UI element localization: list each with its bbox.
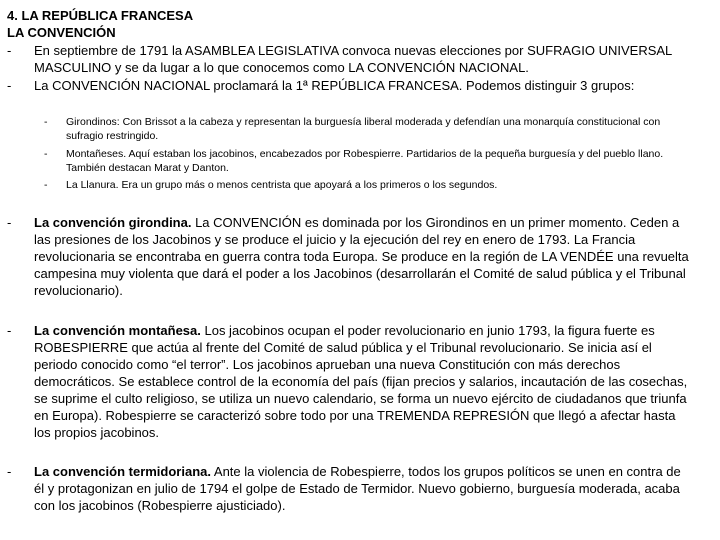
bullet-dash: - (7, 215, 12, 230)
phase-title-termidoriana: La convención termidoriana. (34, 464, 211, 479)
phase-title-montanesa: La convención montañesa. (34, 323, 201, 338)
section-heading: 4. LA REPÚBLICA FRANCESA (7, 8, 194, 23)
sub-bullet-dash: - (44, 148, 48, 160)
bullet-dash: - (7, 43, 12, 58)
phase-text-montanesa (34, 322, 694, 441)
phase-title-girondina: La convención girondina. (34, 215, 192, 230)
section-subheading: LA CONVENCIÓN (7, 25, 116, 40)
sub-bullet-dash: - (44, 179, 48, 191)
phase-body-girondina: La CONVENCIÓN es dominada por los Girondinos en un primer momento. Ceden a las presiones de los Jacobinos y se produce el juicio y la ejecución del rey en enero de 1793. La Francia revolucionaria se encontraba en guerra contra toda Europa. Se produce en la región de LA VENDÉE una revuelta campesina muy violenta que dará el poder a los Jacobinos (desarrollarán el Comité de salud pública y el Tribunal revolucionario). (34, 215, 689, 298)
group-text-montaneses: Montañeses. Aquí estaban los jacobinos, encabezados por Robespierre. Partidarios de la pequeña burguesía y del pueblo llano. También destacan Marat y Danton. (66, 148, 664, 174)
bullet-dash: - (7, 323, 12, 338)
sub-bullet-dash: - (44, 116, 48, 128)
phase-text-termidoriana (34, 463, 694, 514)
bullet-dash: - (7, 464, 12, 479)
group-text-llanura: La Llanura. Era un grupo más o menos centrista que apoyará a los primeros o los segundos. (66, 179, 498, 191)
phase-body-montanesa: Los jacobinos ocupan el poder revolucionario en junio 1793, la figura fuerte es ROBESPIERRE que actúa al frente del Comité de salud pública y el Tribunal revolucionario. Se inicia así el periodo conocido como “el terror”. Los jacobinos aprueban una nueva Constitución con más derechos democráticos. Se establece control de la economía del país (fijan precios y salarios, incautación de las cosechas, se suprime el culto religioso, se utiliza un nuevo calendario, se forma un nuevo ejército de ciudadanos que triunfa en Europa). Robespierre se caracterizó sobre todo por una TREMENDA REPRESIÓN que llegó a afectar hasta los propios jacobinos. (34, 323, 688, 440)
intro-text-2: La CONVENCIÓN NACIONAL proclamará la 1ª REPÚBLICA FRANCESA. Podemos distinguir 3 grupos: (34, 78, 635, 93)
phase-body-termidoriana: Ante la violencia de Robespierre, todos los grupos políticos se unen en contra de él y protagonizan en julio de 1794 el golpe de Estado de Termidor. Nuevo gobierno, burguesía moderada, acaba con los jacobinos (Robespierre ajusticiado). (34, 464, 681, 513)
group-text-girondinos: Girondinos: Con Brissot a la cabeza y representan la burguesía liberal moderada y defendían una monarquía constitucional con sufragio restringido. (66, 116, 661, 142)
intro-text-1: En septiembre de 1791 la ASAMBLEA LEGISLATIVA convoca nuevas elecciones por SUFRAGIO UNIVERSAL MASCULINO y se da lugar a lo que conocemos como LA CONVENCIÓN NACIONAL. (34, 43, 672, 75)
bullet-dash: - (7, 78, 12, 93)
phase-text-girondina (34, 214, 694, 299)
